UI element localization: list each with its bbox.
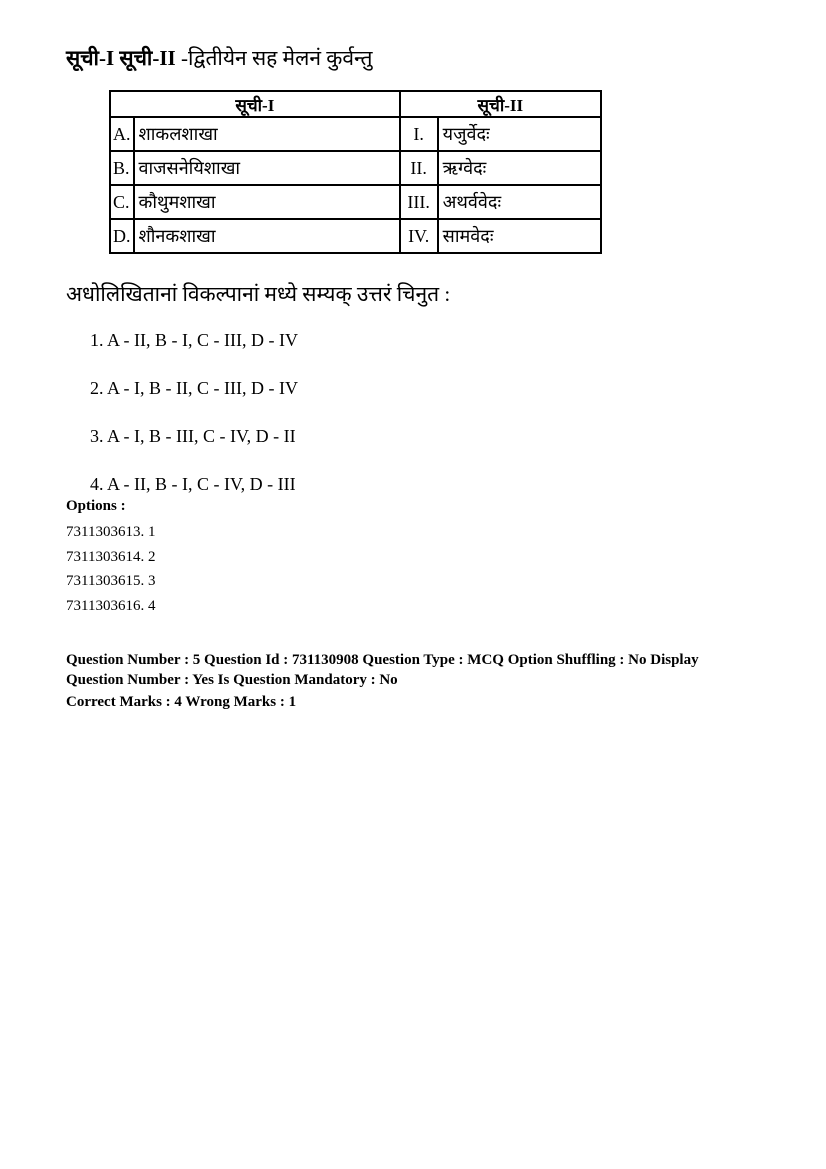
table-header-row [110,91,601,117]
question-meta [66,650,699,712]
answer-choices [90,326,298,518]
option-id: 7311303615. 3 [66,573,156,589]
table-row [110,185,601,219]
table-row [110,151,601,185]
option-id: 7311303614. 2 [66,548,156,565]
row-left-item: शौनकशाखा [134,219,400,253]
row-right-item: अथर्ववेदः [438,185,601,219]
match-table [109,90,602,254]
row-right-item: ऋग्वेदः [438,151,601,185]
row-key: A. [110,117,134,151]
answer-choice: 1. A - II, B - I, C - III, D - IV [90,330,298,350]
answer-choice: 4. A - II, B - I, C - IV, D - III [90,474,296,494]
row-left-item: कौथुमशाखा [134,185,400,219]
row-right-key: I. [400,117,438,151]
question-title [66,44,373,72]
row-right-item: यजुर्वेदः [438,117,601,151]
row-right-key: III. [400,185,438,219]
row-right-item: सामवेदः [438,219,601,253]
question-meta-line: Question Number : 5 Question Id : 731130908 Question Type : MCQ Option Shuffling : No Display [66,652,699,668]
table-row [110,117,601,151]
question-title-instruction: -द्वितीयेन सह मेलनं कुर्वन्तु [175,46,373,70]
answer-choice: 2. A - I, B - II, C - III, D - IV [90,378,298,398]
row-right-key: II. [400,151,438,185]
row-key: B. [110,151,134,185]
list-2-header: सूची-II [400,91,601,117]
question-meta-line: Question Number : Yes Is Question Mandatory : No [66,672,398,688]
option-id: 7311303616. 4 [66,597,156,614]
row-key: C. [110,185,134,219]
row-left-item: शाकलशाखा [134,117,400,151]
options-heading: Options : [66,498,126,514]
question-title-lists: सूची-I सूची-II [66,46,176,70]
choice-instruction: अधोलिखितानां विकल्पानां मध्ये सम्यक् उत्तरं चिनुत : [66,282,451,306]
option-id: 7311303613. 1 [66,524,156,540]
row-right-key: IV. [400,219,438,253]
row-key: D. [110,219,134,253]
option-id-list [66,522,155,620]
answer-choice: 3. A - I, B - III, C - IV, D - II [90,426,296,446]
marks-line: Correct Marks : 4 Wrong Marks : 1 [66,694,297,710]
table-row [110,219,601,253]
row-left-item: वाजसनेयिशाखा [134,151,400,185]
list-1-header: सूची-I [110,91,400,117]
